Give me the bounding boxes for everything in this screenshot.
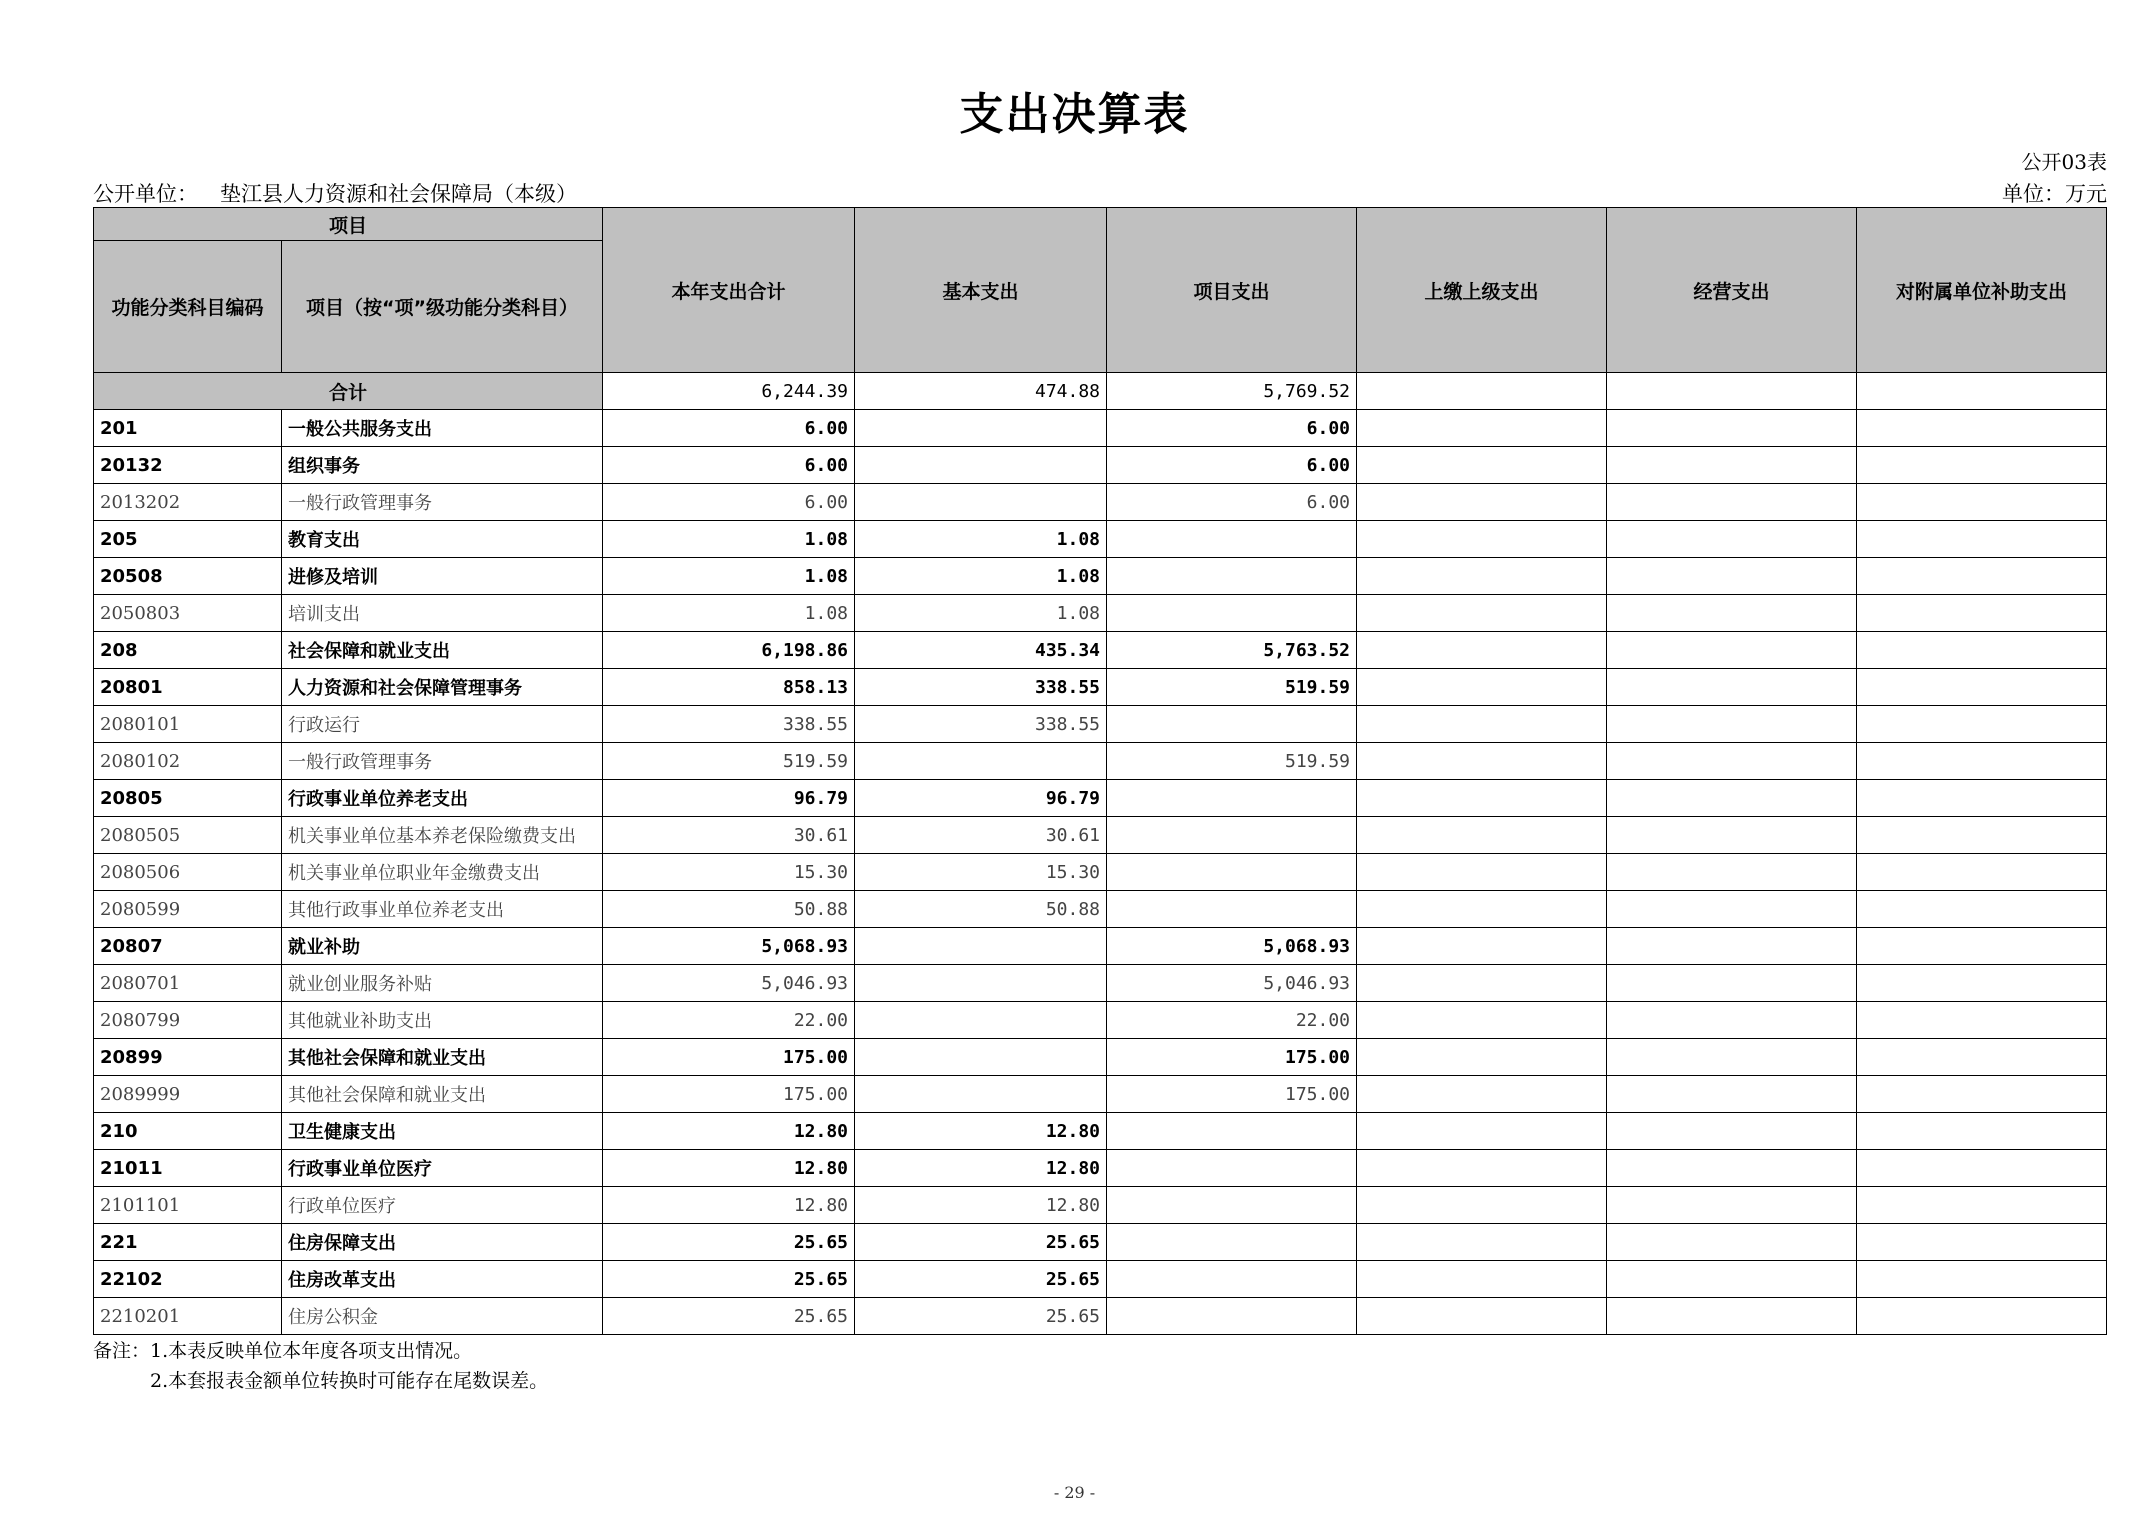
row-subsidy — [1857, 1261, 2107, 1298]
row-business — [1607, 1261, 1857, 1298]
row-code: 20807 — [94, 928, 282, 965]
row-upper — [1357, 1298, 1607, 1335]
table-row — [94, 891, 2107, 928]
table-row — [94, 1261, 2107, 1298]
row-name: 机关事业单位基本养老保险缴费支出 — [282, 817, 603, 854]
row-subsidy — [1857, 447, 2107, 484]
row-subsidy — [1857, 1076, 2107, 1113]
row-code: 20508 — [94, 558, 282, 595]
table-row — [94, 521, 2107, 558]
row-project: 6.00 — [1107, 410, 1357, 447]
row-total: 338.55 — [603, 706, 855, 743]
row-business — [1607, 1224, 1857, 1261]
row-upper — [1357, 1150, 1607, 1187]
page-number: - 29 - — [1053, 1483, 1096, 1502]
row-upper — [1357, 743, 1607, 780]
table-row — [94, 1076, 2107, 1113]
row-business — [1607, 521, 1857, 558]
expenditure-table — [93, 207, 2107, 1335]
row-name: 住房改革支出 — [282, 1261, 603, 1298]
row-basic: 12.80 — [855, 1187, 1107, 1224]
row-total: 15.30 — [603, 854, 855, 891]
row-name: 行政运行 — [282, 706, 603, 743]
row-total: 5,068.93 — [603, 928, 855, 965]
row-business — [1607, 1076, 1857, 1113]
notes — [93, 1336, 548, 1396]
row-name: 其他行政事业单位养老支出 — [282, 891, 603, 928]
row-upper — [1357, 1076, 1607, 1113]
total-label: 合计 — [94, 373, 603, 410]
row-upper — [1357, 484, 1607, 521]
row-subsidy — [1857, 780, 2107, 817]
row-subsidy — [1857, 1150, 2107, 1187]
row-upper — [1357, 891, 1607, 928]
row-business — [1607, 410, 1857, 447]
row-name: 就业创业服务补贴 — [282, 965, 603, 1002]
header-name: 项目（按“项”级功能分类科目） — [282, 241, 603, 373]
row-project: 6.00 — [1107, 447, 1357, 484]
row-total: 5,046.93 — [603, 965, 855, 1002]
row-basic: 25.65 — [855, 1261, 1107, 1298]
table-row — [94, 669, 2107, 706]
form-number: 公开03表 — [2021, 150, 2107, 174]
row-basic: 12.80 — [855, 1113, 1107, 1150]
row-total: 50.88 — [603, 891, 855, 928]
row-code: 2210201 — [94, 1298, 282, 1335]
row-subsidy — [1857, 1187, 2107, 1224]
row-code: 20805 — [94, 780, 282, 817]
row-name: 行政事业单位养老支出 — [282, 780, 603, 817]
row-code: 2080101 — [94, 706, 282, 743]
row-subsidy — [1857, 854, 2107, 891]
row-total: 6.00 — [603, 410, 855, 447]
row-project — [1107, 1261, 1357, 1298]
row-subsidy — [1857, 965, 2107, 1002]
row-basic: 50.88 — [855, 891, 1107, 928]
row-code: 2013202 — [94, 484, 282, 521]
row-total: 6.00 — [603, 484, 855, 521]
row-business — [1607, 928, 1857, 965]
row-subsidy — [1857, 632, 2107, 669]
row-subsidy — [1857, 1039, 2107, 1076]
row-total: 12.80 — [603, 1150, 855, 1187]
row-total: 519.59 — [603, 743, 855, 780]
total-row — [94, 373, 2107, 410]
row-code: 2101101 — [94, 1187, 282, 1224]
row-business — [1607, 1002, 1857, 1039]
row-basic: 25.65 — [855, 1298, 1107, 1335]
table-row — [94, 780, 2107, 817]
row-basic — [855, 410, 1107, 447]
header-code: 功能分类科目编码 — [94, 241, 282, 373]
row-project: 519.59 — [1107, 743, 1357, 780]
row-basic: 338.55 — [855, 706, 1107, 743]
row-name: 人力资源和社会保障管理事务 — [282, 669, 603, 706]
header-subsidy: 对附属单位补助支出 — [1857, 208, 2107, 373]
row-total: 175.00 — [603, 1039, 855, 1076]
row-subsidy — [1857, 521, 2107, 558]
row-business — [1607, 1113, 1857, 1150]
header-business: 经营支出 — [1607, 208, 1857, 373]
row-total: 6,198.86 — [603, 632, 855, 669]
table-row — [94, 595, 2107, 632]
row-project: 5,763.52 — [1107, 632, 1357, 669]
row-project: 5,068.93 — [1107, 928, 1357, 965]
row-project — [1107, 780, 1357, 817]
row-upper — [1357, 1224, 1607, 1261]
row-project — [1107, 817, 1357, 854]
row-upper — [1357, 965, 1607, 1002]
row-business — [1607, 817, 1857, 854]
row-project — [1107, 1298, 1357, 1335]
row-subsidy — [1857, 928, 2107, 965]
row-project: 5,046.93 — [1107, 965, 1357, 1002]
row-upper — [1357, 632, 1607, 669]
row-code: 20899 — [94, 1039, 282, 1076]
row-business — [1607, 447, 1857, 484]
row-total: 858.13 — [603, 669, 855, 706]
row-total: 175.00 — [603, 1076, 855, 1113]
row-business — [1607, 558, 1857, 595]
row-basic: 1.08 — [855, 521, 1107, 558]
row-name: 其他就业补助支出 — [282, 1002, 603, 1039]
row-business — [1607, 1187, 1857, 1224]
reporting-unit — [93, 178, 577, 208]
row-code: 2080599 — [94, 891, 282, 928]
row-name: 行政单位医疗 — [282, 1187, 603, 1224]
row-name: 住房公积金 — [282, 1298, 603, 1335]
row-project: 519.59 — [1107, 669, 1357, 706]
page-title: 支出决算表 — [959, 89, 1190, 140]
row-project: 175.00 — [1107, 1076, 1357, 1113]
row-subsidy — [1857, 1002, 2107, 1039]
row-total: 12.80 — [603, 1187, 855, 1224]
row-upper — [1357, 1113, 1607, 1150]
row-total: 1.08 — [603, 521, 855, 558]
table-row — [94, 928, 2107, 965]
total-project: 5,769.52 — [1107, 373, 1357, 410]
row-upper — [1357, 854, 1607, 891]
row-business — [1607, 706, 1857, 743]
row-basic: 1.08 — [855, 558, 1107, 595]
row-code: 2050803 — [94, 595, 282, 632]
table-row — [94, 743, 2107, 780]
row-upper — [1357, 410, 1607, 447]
row-basic: 30.61 — [855, 817, 1107, 854]
total-basic: 474.88 — [855, 373, 1107, 410]
table-row — [94, 817, 2107, 854]
row-project — [1107, 558, 1357, 595]
table-row — [94, 1150, 2107, 1187]
row-business — [1607, 743, 1857, 780]
row-name: 进修及培训 — [282, 558, 603, 595]
row-project — [1107, 595, 1357, 632]
row-business — [1607, 965, 1857, 1002]
table-row — [94, 1113, 2107, 1150]
row-subsidy — [1857, 891, 2107, 928]
row-project — [1107, 1113, 1357, 1150]
row-name: 就业补助 — [282, 928, 603, 965]
table-row — [94, 632, 2107, 669]
table-row — [94, 1298, 2107, 1335]
table-row — [94, 410, 2107, 447]
row-total: 30.61 — [603, 817, 855, 854]
row-upper — [1357, 780, 1607, 817]
row-project — [1107, 706, 1357, 743]
row-name: 教育支出 — [282, 521, 603, 558]
row-upper — [1357, 1187, 1607, 1224]
row-basic — [855, 447, 1107, 484]
row-code: 2080799 — [94, 1002, 282, 1039]
row-subsidy — [1857, 743, 2107, 780]
row-name: 其他社会保障和就业支出 — [282, 1076, 603, 1113]
row-project — [1107, 854, 1357, 891]
row-name: 一般行政管理事务 — [282, 743, 603, 780]
row-code: 205 — [94, 521, 282, 558]
note-2: 2.本套报表金额单位转换时可能存在尾数误差。 — [150, 1370, 549, 1392]
row-business — [1607, 780, 1857, 817]
table-row — [94, 706, 2107, 743]
row-subsidy — [1857, 484, 2107, 521]
row-total: 1.08 — [603, 558, 855, 595]
row-basic: 96.79 — [855, 780, 1107, 817]
row-business — [1607, 1150, 1857, 1187]
row-total: 12.80 — [603, 1113, 855, 1150]
reporting-unit-name: 垫江县人力资源和社会保障局（本级） — [220, 182, 577, 206]
header-upper: 上缴上级支出 — [1357, 208, 1607, 373]
row-project — [1107, 521, 1357, 558]
row-project: 22.00 — [1107, 1002, 1357, 1039]
row-code: 208 — [94, 632, 282, 669]
total-subsidy — [1857, 373, 2107, 410]
row-subsidy — [1857, 669, 2107, 706]
row-name: 卫生健康支出 — [282, 1113, 603, 1150]
row-name: 其他社会保障和就业支出 — [282, 1039, 603, 1076]
row-project — [1107, 1187, 1357, 1224]
money-unit: 单位：万元 — [2002, 182, 2107, 206]
row-total: 22.00 — [603, 1002, 855, 1039]
row-code: 2080505 — [94, 817, 282, 854]
table-row — [94, 1187, 2107, 1224]
table-row — [94, 558, 2107, 595]
row-upper — [1357, 817, 1607, 854]
row-name: 一般行政管理事务 — [282, 484, 603, 521]
table-row — [94, 965, 2107, 1002]
row-code: 201 — [94, 410, 282, 447]
row-basic: 338.55 — [855, 669, 1107, 706]
row-business — [1607, 1039, 1857, 1076]
row-upper — [1357, 521, 1607, 558]
row-code: 2080506 — [94, 854, 282, 891]
header-total: 本年支出合计 — [603, 208, 855, 373]
row-upper — [1357, 928, 1607, 965]
row-business — [1607, 484, 1857, 521]
row-upper — [1357, 558, 1607, 595]
row-subsidy — [1857, 1113, 2107, 1150]
row-code: 2080701 — [94, 965, 282, 1002]
row-basic: 15.30 — [855, 854, 1107, 891]
row-upper — [1357, 1261, 1607, 1298]
row-subsidy — [1857, 817, 2107, 854]
row-basic: 12.80 — [855, 1150, 1107, 1187]
header-item: 项目 — [94, 208, 603, 241]
row-subsidy — [1857, 558, 2107, 595]
row-business — [1607, 854, 1857, 891]
row-project — [1107, 891, 1357, 928]
row-basic — [855, 1002, 1107, 1039]
row-subsidy — [1857, 1298, 2107, 1335]
row-total: 96.79 — [603, 780, 855, 817]
row-total: 6.00 — [603, 447, 855, 484]
note-1: 备注：1.本表反映单位本年度各项支出情况。 — [93, 1340, 473, 1362]
header-project: 项目支出 — [1107, 208, 1357, 373]
row-project: 6.00 — [1107, 484, 1357, 521]
row-subsidy — [1857, 410, 2107, 447]
row-name: 一般公共服务支出 — [282, 410, 603, 447]
total-upper — [1357, 373, 1607, 410]
row-project — [1107, 1224, 1357, 1261]
row-code: 2089999 — [94, 1076, 282, 1113]
row-business — [1607, 595, 1857, 632]
row-subsidy — [1857, 1224, 2107, 1261]
row-name: 培训支出 — [282, 595, 603, 632]
row-basic: 25.65 — [855, 1224, 1107, 1261]
row-basic — [855, 484, 1107, 521]
header-basic: 基本支出 — [855, 208, 1107, 373]
row-upper — [1357, 595, 1607, 632]
row-subsidy — [1857, 706, 2107, 743]
row-name: 住房保障支出 — [282, 1224, 603, 1261]
row-total: 25.65 — [603, 1224, 855, 1261]
row-basic — [855, 1076, 1107, 1113]
row-upper — [1357, 1002, 1607, 1039]
row-basic: 435.34 — [855, 632, 1107, 669]
reporting-unit-label: 公开单位： — [93, 182, 198, 206]
row-basic — [855, 1039, 1107, 1076]
row-name: 行政事业单位医疗 — [282, 1150, 603, 1187]
row-basic: 1.08 — [855, 595, 1107, 632]
table-row — [94, 484, 2107, 521]
row-upper — [1357, 706, 1607, 743]
row-basic — [855, 965, 1107, 1002]
row-code: 2080102 — [94, 743, 282, 780]
row-business — [1607, 632, 1857, 669]
row-business — [1607, 669, 1857, 706]
row-code: 210 — [94, 1113, 282, 1150]
row-upper — [1357, 447, 1607, 484]
row-project: 175.00 — [1107, 1039, 1357, 1076]
table-row — [94, 447, 2107, 484]
row-total: 1.08 — [603, 595, 855, 632]
table-row — [94, 854, 2107, 891]
row-basic — [855, 743, 1107, 780]
table-row — [94, 1224, 2107, 1261]
row-business — [1607, 891, 1857, 928]
row-code: 22102 — [94, 1261, 282, 1298]
row-code: 20132 — [94, 447, 282, 484]
row-business — [1607, 1298, 1857, 1335]
row-project — [1107, 1150, 1357, 1187]
row-basic — [855, 928, 1107, 965]
row-subsidy — [1857, 595, 2107, 632]
row-name: 社会保障和就业支出 — [282, 632, 603, 669]
row-upper — [1357, 1039, 1607, 1076]
row-name: 组织事务 — [282, 447, 603, 484]
row-total: 25.65 — [603, 1298, 855, 1335]
row-code: 20801 — [94, 669, 282, 706]
table-row — [94, 1002, 2107, 1039]
row-upper — [1357, 669, 1607, 706]
row-code: 221 — [94, 1224, 282, 1261]
row-name: 机关事业单位职业年金缴费支出 — [282, 854, 603, 891]
row-total: 25.65 — [603, 1261, 855, 1298]
total-total: 6,244.39 — [603, 373, 855, 410]
total-business — [1607, 373, 1857, 410]
row-code: 21011 — [94, 1150, 282, 1187]
table-row — [94, 1039, 2107, 1076]
